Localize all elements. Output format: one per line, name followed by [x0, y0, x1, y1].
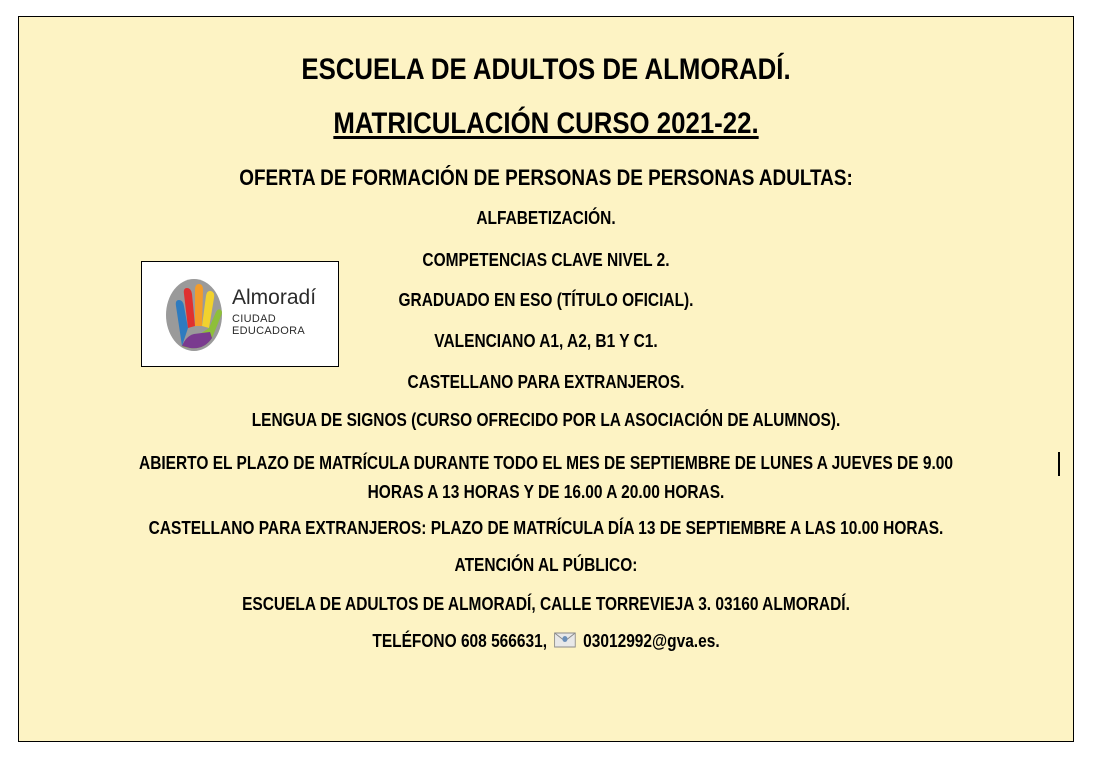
contact-line-content — [372, 631, 719, 652]
course-item: LENGUA DE SIGNOS (CURSO OFRECIDO POR LA ASOCIACIÓN DE ALUMNOS). — [251, 410, 841, 430]
course-item: CASTELLANO PARA EXTRANJEROS. — [407, 372, 685, 392]
almoradi-logo — [141, 261, 339, 367]
course-item: ALFABETIZACIÓN. — [476, 208, 616, 228]
logo-subtitle-1: CIUDAD — [232, 313, 276, 325]
schedule-line-1: ABIERTO EL PLAZO DE MATRÍCULA DURANTE TODO EL MES DE SEPTIEMBRE DE LUNES A JUEVES DE 9.00 — [139, 453, 953, 473]
hand-logo-icon — [164, 276, 224, 354]
attention-label: ATENCIÓN AL PÚBLICO: — [454, 555, 638, 575]
text-cursor — [1058, 452, 1060, 476]
course-item: GRADUADO EN ESO (TÍTULO OFICIAL). — [398, 290, 694, 310]
contact-line — [93, 631, 999, 652]
address-line: ESCUELA DE ADULTOS DE ALMORADÍ, CALLE TORREVIEJA 3. 03160 ALMORADÍ. — [242, 594, 850, 614]
logo-subtitle-2: EDUCADORA — [232, 325, 305, 337]
phone-text: TELÉFONO 608 566631, — [372, 631, 548, 651]
schedule-line-2: HORAS A 13 HORAS Y DE 16.00 A 20.00 HORAS. — [367, 482, 725, 502]
enrollment-title: MATRICULACIÓN CURSO 2021-22. — [333, 107, 759, 140]
logo-name: Almoradí — [232, 286, 317, 309]
course-item: COMPETENCIAS CLAVE NIVEL 2. — [422, 250, 670, 270]
envelope-icon — [554, 632, 576, 648]
course-item: VALENCIANO A1, A2, B1 Y C1. — [434, 331, 658, 351]
offer-heading: OFERTA DE FORMACIÓN DE PERSONAS DE PERSONAS ADULTAS: — [239, 165, 853, 190]
email-link[interactable]: 03012992@gva.es. — [583, 631, 720, 651]
school-title: ESCUELA DE ADULTOS DE ALMORADÍ. — [301, 53, 791, 86]
announcement-page — [18, 16, 1074, 742]
castellano-notice: CASTELLANO PARA EXTRANJEROS: PLAZO DE MATRÍCULA DÍA 13 DE SEPTIEMBRE A LAS 10.00 HORAS. — [148, 518, 944, 538]
